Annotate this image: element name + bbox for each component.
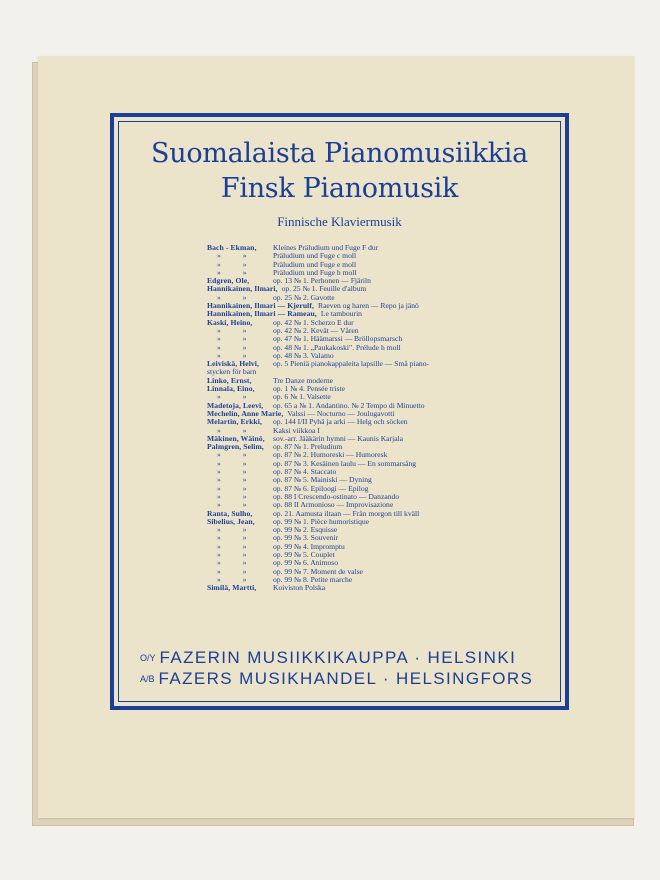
catalogue-entry: [207, 377, 557, 385]
ditto-marks: » »: [217, 525, 257, 535]
catalogue-entry: [207, 418, 557, 426]
ditto-marks: » »: [217, 334, 257, 344]
work-title: op. 42 № 1. Scherzo E dur: [273, 317, 354, 327]
ditto-marks: » »: [217, 533, 257, 543]
composer-name: Edgren, Ole,: [207, 276, 250, 286]
work-title: op. 1 № 4. Pensée triste: [273, 384, 345, 394]
composer-name: Hannikainen, Ilmari,: [207, 284, 278, 294]
composer-name: Mechelin, Anne Marie,: [207, 408, 284, 418]
work-title: op. 48 № 3. Valamo: [273, 350, 334, 360]
ditto-marks: » »: [217, 475, 257, 485]
composer-name: Leiviskä, Helvi,: [207, 359, 260, 369]
work-title: op. 99 № 1. Pièce humoristique: [273, 516, 370, 526]
catalogue-entry: [207, 576, 557, 584]
composer-name: Hannikainen, Ilmari — Rameau,: [207, 309, 317, 319]
composer-name: Hannikainen, Ilmari — Kjerulf,: [207, 301, 314, 311]
title-swedish: Finsk Pianomusik: [220, 173, 459, 204]
catalogue-entry: [207, 460, 557, 468]
work-title: op. 21. Aamusta iltaan — Från morgon till kväll: [273, 508, 420, 518]
catalogue-entry: [207, 269, 557, 277]
work-title: Le tambourin: [320, 309, 362, 319]
catalogue-entry: [207, 468, 557, 476]
work-title: Präludium und Fuge e moll: [273, 259, 357, 269]
catalogue-entry: [207, 285, 557, 293]
catalogue-entry: [207, 518, 557, 526]
catalogue-entry: [207, 568, 557, 576]
work-title: op. 99 № 5. Couplet: [273, 549, 335, 559]
catalogue-entry: [207, 584, 557, 592]
ditto-marks: » »: [217, 483, 257, 493]
composer-name: Madetoja, Leevi,: [207, 400, 264, 410]
work-title: op. 87 № 2. Humoreski — Humoresk: [273, 450, 388, 460]
catalogue-entry: [207, 510, 557, 518]
composer-name: Palmgren, Selim,: [207, 442, 264, 452]
work-title: op. 87 № 6. Epiloogi — Epilog: [273, 483, 369, 493]
composer-name: Mäkinen, Wäinö,: [207, 433, 265, 443]
ditto-marks: » »: [217, 467, 257, 477]
work-title: op. 87 № 4. Staccato: [273, 467, 337, 477]
title-finnish: Suomalaista Pianomusiikkia: [151, 138, 528, 169]
catalogue-entry: [207, 310, 557, 318]
work-title: Valssi — Nocturno — Joulugavotti: [287, 408, 395, 418]
publisher-swedish-name: FAZERS MUSIKHANDEL · HELSINGFORS: [158, 669, 534, 688]
publisher-finnish-abbr: O/Y: [140, 653, 156, 663]
ditto-marks: » »: [217, 392, 257, 402]
work-title: Präludium und Fuge c moll: [273, 251, 357, 261]
ditto-marks: » »: [217, 491, 257, 501]
catalogue-entry: [207, 261, 557, 269]
work-title: op. 144 I/II Pyhä ja arki — Helg och söcken: [273, 417, 408, 427]
publisher-finnish: [140, 648, 540, 668]
work-title: op. 87 № 1. Preludium: [273, 442, 343, 452]
catalogue-entry: [207, 385, 557, 393]
composer-name: Similä, Martti,: [207, 583, 257, 593]
catalogue-entry: [207, 252, 557, 260]
work-title: Koiviston Polska: [273, 583, 326, 593]
work-title: Tre Danze moderne: [273, 375, 334, 385]
catalogue-list: [207, 244, 557, 592]
ditto-marks: » »: [217, 325, 257, 335]
catalogue-entry: [207, 319, 557, 327]
ditto-marks: » »: [217, 342, 257, 352]
catalogue-entry: [207, 534, 557, 542]
work-title: Kleines Präludium und Fuge F dur: [273, 243, 379, 252]
catalogue-entry: [207, 368, 557, 376]
work-title: op. 47 № 1. Häämarssi — Bröllopsmarsch: [273, 334, 403, 344]
work-title: op. 42 № 2. Kevät — Våren: [273, 325, 359, 335]
work-title: op. 87 № 3. Kesäinen laulu — En sommarsång: [273, 458, 417, 468]
catalogue-entry: [207, 543, 557, 551]
composer-name: Melartin, Erkki,: [207, 417, 262, 427]
ditto-marks: » »: [217, 450, 257, 460]
work-title: op. 99 № 7. Moment de valse: [273, 566, 363, 576]
work-title: op. 99 № 8. Petite marche: [273, 574, 353, 584]
work-title: Raeven og haren — Repo ja jänö: [318, 301, 419, 311]
work-title: op. 48 № 1. „Paukakoski". Prélude h moll: [273, 342, 401, 352]
ditto-marks: » »: [217, 458, 257, 468]
composer-name: Bach - Ekman,: [207, 243, 257, 252]
work-title: sov.-arr. Jääkärin hymni — Kaunis Karjala: [273, 433, 404, 443]
composer-name: Linnala, Eino,: [207, 384, 255, 394]
catalogue-entry: [207, 244, 557, 252]
publisher-swedish: [140, 669, 540, 689]
ditto-marks: » »: [217, 350, 257, 360]
ditto-marks: » »: [217, 259, 257, 269]
publisher-finnish-name: FAZERIN MUSIIKKIKAUPPA · HELSINKI: [159, 648, 517, 667]
work-title: op. 13 № 1. Perhonen — Fjäriln: [273, 276, 371, 286]
work-title: op. 25 № 1. Feuille d'album: [281, 284, 367, 294]
publisher-swedish-abbr: A/B: [140, 674, 155, 684]
work-title: Präludium und Fuge h moll: [273, 267, 357, 277]
ditto-marks: » »: [217, 541, 257, 551]
work-title-continued: stycken för barn: [207, 367, 257, 377]
work-title: op. 99 № 4. Impromptu: [273, 541, 345, 551]
catalogue-entry: [207, 559, 557, 567]
work-title: op. 87 № 5. Mainiski — Dyning: [273, 475, 372, 485]
work-title: op. 6 № 1. Valsette: [273, 392, 331, 402]
work-title: op. 88 II Armonioso — Improvisazione: [273, 500, 394, 510]
catalogue-entry: [207, 526, 557, 534]
ditto-marks: » »: [217, 500, 257, 510]
work-title: op. 99 № 2. Esquisse: [273, 525, 338, 535]
composer-name: Linko, Ernst,: [207, 375, 252, 385]
catalogue-entry: [207, 360, 557, 368]
subtitle-german: Finnische Klaviermusik: [277, 214, 402, 229]
ditto-marks: » »: [217, 574, 257, 584]
ditto-marks: » »: [217, 425, 257, 435]
work-title: op. 99 № 3. Souvenir: [273, 533, 339, 543]
work-title: Kaksi viikkoa I: [273, 425, 320, 435]
catalogue-entry: [207, 551, 557, 559]
ditto-marks: » »: [217, 267, 257, 277]
composer-name: Kaski, Heino,: [207, 317, 253, 327]
work-title: op. 25 № 2. Gavotte: [273, 292, 335, 302]
composer-name: Ranta, Sulho,: [207, 508, 253, 518]
work-title: op. 88 I Crescendo-ostinato — Danzando: [273, 491, 400, 501]
work-title: op. 99 № 6. Animoso: [273, 558, 339, 568]
catalogue-entry: [207, 344, 557, 352]
work-title: op. 5 Pieniä pianokappaleita lapsille — Små piano-: [273, 359, 430, 369]
composer-name: Sibelius, Jean,: [207, 516, 255, 526]
ditto-marks: » »: [217, 251, 257, 261]
ditto-marks: » »: [217, 566, 257, 576]
ditto-marks: » »: [217, 558, 257, 568]
work-title: op. 65 a № 1. Andantino. № 2 Tempo di Minuetto: [273, 400, 425, 410]
ditto-marks: » »: [217, 292, 257, 302]
ditto-marks: » »: [217, 549, 257, 559]
catalogue-entry: [207, 476, 557, 484]
